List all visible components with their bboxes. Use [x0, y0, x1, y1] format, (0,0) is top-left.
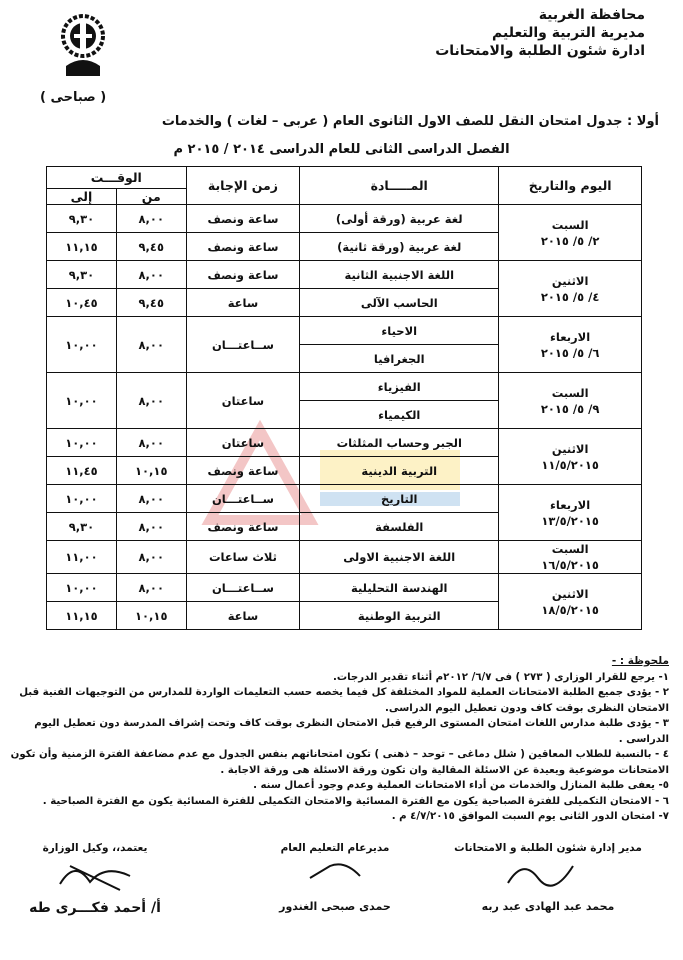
subject-cell: اللغة الاجنبية الثانية	[300, 261, 499, 289]
note-item: ٥- يعفى طلبة المنازل والخدمات من أداء الامتحانات العملية وعدم وجود أعمال سنه .	[253, 780, 669, 791]
time-from-cell: ٨,٠٠	[116, 429, 186, 457]
notes-title: ملحوظة : -	[611, 655, 669, 667]
time-from-cell: ٩,٤٥	[116, 233, 186, 261]
subject-cell: لغة عربية (ورقة ثانية)	[300, 233, 499, 261]
time-to-cell: ١٠,٠٠	[47, 485, 117, 513]
schedule-title: أولا : جدول امتحان النقل للصف الاول الثانوى العام ( عربى – لغات ) والخدمات	[161, 114, 659, 129]
shift-label: ( صباحى )	[40, 90, 107, 105]
time-to-cell: ١١,٤٥	[47, 457, 117, 485]
exam-schedule-table	[46, 166, 642, 630]
note-item: ٧- امتحان الدور الثانى يوم السبت الموافق ٤/٧/٢٠١٥ م .	[391, 811, 669, 822]
exam-date: ٩/ ٥/ ٢٠١٥	[540, 401, 600, 416]
exam-date: ١١/٥/٢٠١٥	[541, 457, 599, 472]
header-directorate: مديرية التربية والتعليم	[492, 25, 645, 41]
time-from-cell: ٨,٠٠	[116, 205, 186, 233]
day-date-cell	[499, 574, 642, 630]
time-from-cell: ٩,٤٥	[116, 289, 186, 317]
signature-right-name: محمد عبد الهادى عبد ربه	[481, 900, 615, 913]
subject-cell: التاريخ	[300, 485, 499, 513]
signature-left-name: أ/ أحمد فكـــرى طه	[29, 900, 161, 916]
governorate-seal-icon	[60, 10, 106, 80]
duration-cell: ساعتان	[186, 373, 300, 429]
exam-date: ٤/ ٥/ ٢٠١٥	[540, 289, 600, 304]
signature-middle-title: مديرعام التعليم العام	[280, 842, 390, 854]
time-from-cell: ١٠,١٥	[116, 457, 186, 485]
time-to-cell: ٩,٣٠	[47, 261, 117, 289]
subject-cell: الكيمياء	[300, 401, 499, 429]
time-to-cell: ١٠,٠٠	[47, 317, 117, 373]
day-date-cell	[499, 261, 642, 317]
subject-cell: الجغرافيا	[300, 345, 499, 373]
day-name: الاربعاء	[550, 497, 591, 512]
subject-cell: اللغة الاجنبية الاولى	[300, 541, 499, 574]
day-name: السبت	[551, 385, 589, 400]
time-from-cell: ٨,٠٠	[116, 261, 186, 289]
header-time-from: من	[116, 189, 186, 205]
schedule-subtitle: الفصل الدراسى الثانى للعام الدراسى ٢٠١٤ / ٢٠١٥ م	[173, 142, 510, 157]
duration-cell: ســاعتـــان	[186, 574, 300, 602]
note-item: ٦ - الامتحان التكميلى للفترة الصباحية يكون مع الفترة المسائية والامتحان التكميلى للفترة المسائية يكون مع الفترة الصباحية .	[42, 795, 669, 807]
notes-section	[9, 654, 669, 825]
exam-date: ٢/ ٥/ ٢٠١٥	[540, 233, 600, 248]
header-time: الوقـــت	[47, 167, 187, 189]
time-to-cell: ١١,١٥	[47, 233, 117, 261]
duration-cell: ســاعتـــان	[186, 317, 300, 373]
time-to-cell: ٩,٣٠	[47, 205, 117, 233]
header-time-to: إلى	[47, 189, 117, 205]
day-date-cell	[499, 485, 642, 541]
table-row	[47, 261, 642, 289]
header-subject: المـــــادة	[300, 167, 499, 205]
handwritten-signature-icon	[305, 858, 365, 884]
signature-middle-name: حمدى صبحى الغندور	[279, 900, 391, 913]
time-from-cell: ٨,٠٠	[116, 513, 186, 541]
subject-cell: الحاسب الآلى	[300, 289, 499, 317]
note-item: ٣ - يؤدى طلبة مدارس اللغات امتحان المستوى الرفيع قبل الامتحان النظرى بوقت كاف وتحت إشراف المدرسة دون تعطيل اليوم الدراسى .	[34, 718, 669, 745]
table-row	[47, 541, 642, 574]
subject-cell: التربية الوطنية	[300, 602, 499, 630]
time-to-cell: ٩,٣٠	[47, 513, 117, 541]
duration-cell: ساعتان	[186, 429, 300, 457]
day-name: السبت	[551, 217, 589, 232]
subject-cell: التربية الدينية	[300, 457, 499, 485]
header-block	[385, 6, 645, 60]
signature-middle	[240, 842, 430, 913]
exam-date: ١٨/٥/٢٠١٥	[541, 602, 599, 617]
time-from-cell: ٨,٠٠	[116, 373, 186, 429]
signature-left-title: يعتمد،، وكيل الوزارة	[42, 842, 148, 854]
duration-cell: ساعة ونصف	[186, 233, 300, 261]
exam-date: ٦/ ٥/ ٢٠١٥	[540, 345, 600, 360]
table-row	[47, 485, 642, 513]
table-row	[47, 317, 642, 345]
signature-right	[433, 842, 663, 913]
header-day-date: اليوم والتاريخ	[499, 167, 642, 205]
time-from-cell: ٨,٠٠	[116, 541, 186, 574]
day-date-cell	[499, 373, 642, 429]
day-name: الاثنين	[551, 586, 589, 601]
table-row	[47, 205, 642, 233]
duration-cell: ساعة ونصف	[186, 513, 300, 541]
note-item: ٢ - يؤدى جميع الطلبة الامتحانات العملية للمواد المختلفة كل فيما يخصه حسب التعليمات الواردة للمدارس من التوجيهات الفنية قبل الامتحان النظرى بوقت كاف ودون تعطيل اليوم الدراسى.	[19, 687, 669, 714]
duration-cell: ساعة ونصف	[186, 205, 300, 233]
duration-cell: ساعة ونصف	[186, 261, 300, 289]
time-to-cell: ١٠,٠٠	[47, 429, 117, 457]
time-to-cell: ١٠,٠٠	[47, 373, 117, 429]
day-name: الاربعاء	[550, 329, 591, 344]
table-row	[47, 574, 642, 602]
day-name: الاثنين	[551, 273, 589, 288]
header-duration: زمن الإجابة	[186, 167, 300, 205]
signature-left	[20, 842, 170, 916]
time-to-cell: ١٠,٠٠	[47, 574, 117, 602]
exam-date: ١٦/٥/٢٠١٥	[541, 558, 599, 572]
day-date-cell	[499, 205, 642, 261]
time-to-cell: ١٠,٤٥	[47, 289, 117, 317]
header-department: ادارة شئون الطلبة والامتحانات	[435, 43, 645, 59]
duration-cell: ثلاث ساعات	[186, 541, 300, 574]
subject-cell: الفيزياء	[300, 373, 499, 401]
subject-cell: لغة عربية (ورقة أولى)	[300, 205, 499, 233]
duration-cell: ســاعتـــان	[186, 485, 300, 513]
day-name: الاثنين	[551, 441, 589, 456]
day-date-cell	[499, 541, 642, 574]
day-name: السبت	[551, 542, 589, 556]
day-date-cell	[499, 429, 642, 485]
time-from-cell: ٨,٠٠	[116, 574, 186, 602]
time-to-cell: ١١,١٥	[47, 602, 117, 630]
header-governorate: محافظة الغربية	[538, 7, 645, 23]
subject-cell: الفلسفة	[300, 513, 499, 541]
subject-cell: الاحياء	[300, 317, 499, 345]
duration-cell: ساعة ونصف	[186, 457, 300, 485]
duration-cell: ساعة	[186, 602, 300, 630]
time-to-cell: ١١,٠٠	[47, 541, 117, 574]
note-item: ٤ - بالنسبة للطلاب المعاقين ( شلل دماغى – توحد – ذهنى ) تكون امتحاناتهم بنفس الجدول مع عدم مضاعفة الفترة الزمنية وأن تكون الامتحانات موضوعية ويعيدة عن الاسئلة المقالية وان تكون ورقة الاسئلة هى ورقة الاجابة .	[10, 749, 669, 776]
time-from-cell: ١٠,١٥	[116, 602, 186, 630]
subject-cell: الهندسة التحليلية	[300, 574, 499, 602]
exam-date: ١٣/٥/٢٠١٥	[541, 513, 599, 528]
handwritten-signature-icon	[503, 858, 583, 888]
time-from-cell: ٨,٠٠	[116, 485, 186, 513]
duration-cell: ساعة	[186, 289, 300, 317]
handwritten-signature-icon	[50, 854, 140, 894]
day-date-cell	[499, 317, 642, 373]
table-row	[47, 373, 642, 401]
note-item: ١- يرجع للقرار الوزارى ( ٢٧٣ ) فى ٦/٧/ ٢٠١٢م أثناء تقدير الدرجات.	[332, 671, 669, 683]
subject-cell: الجبر وحساب المثلثات	[300, 429, 499, 457]
table-row	[47, 429, 642, 457]
time-from-cell: ٨,٠٠	[116, 317, 186, 373]
signature-right-title: مدير إدارة شئون الطلبة و الامتحانات	[454, 842, 642, 854]
